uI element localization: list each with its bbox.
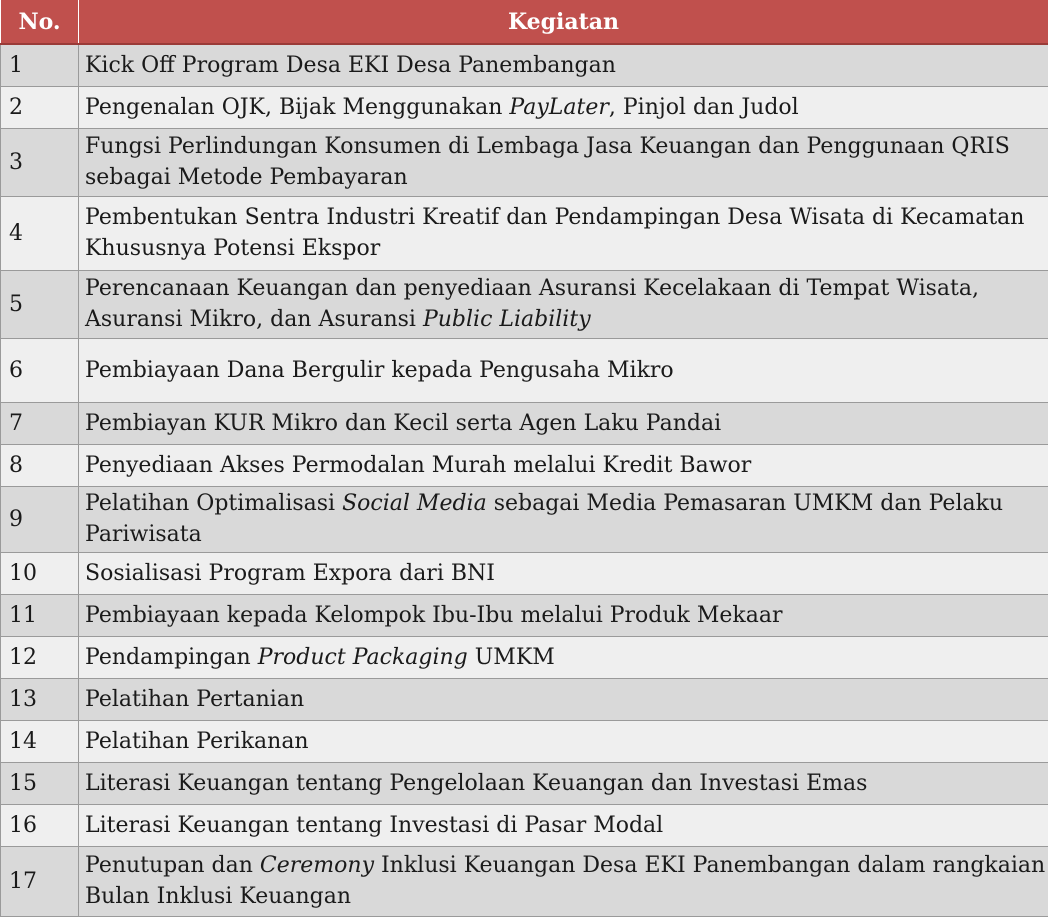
activity-text-italic: Social Media <box>342 491 487 516</box>
activity-cell <box>79 270 1048 338</box>
row-number: 6 <box>1 338 79 402</box>
activity-text: Kick Off Program Desa EKI Desa Panembangan <box>85 52 616 78</box>
activity-cell <box>79 720 1048 762</box>
activity-text: , Pinjol dan Judol <box>608 94 799 120</box>
table-row <box>1 402 1048 444</box>
table-row <box>1 678 1048 720</box>
row-number: 17 <box>1 846 79 916</box>
table-row <box>1 44 1048 86</box>
row-number: 15 <box>1 762 79 804</box>
row-number: 5 <box>1 270 79 338</box>
row-number: 4 <box>1 196 79 270</box>
activity-cell <box>79 678 1048 720</box>
activity-text: Literasi Keuangan tentang Investasi di Pasar Modal <box>85 812 664 838</box>
activity-text-italic: Product Packaging <box>257 644 468 670</box>
header-no: No. <box>1 0 79 44</box>
activity-text: Fungsi Perlindungan Konsumen di Lembaga Jasa Keuangan dan Penggunaan QRIS sebagai Metode Pembayaran <box>85 134 1010 190</box>
activity-cell <box>79 444 1048 486</box>
activity-text: Pengenalan OJK, Bijak Menggunakan <box>85 94 510 120</box>
activity-cell <box>79 762 1048 804</box>
table-row <box>1 86 1048 128</box>
activity-text: Perencanaan Keuangan dan penyediaan Asuransi Kecelakaan di Tempat Wisata, Asuransi Mikro, dan Asuransi <box>85 276 979 332</box>
row-number: 2 <box>1 86 79 128</box>
activity-text: UMKM <box>467 644 555 670</box>
activity-text: Pelatihan Perikanan <box>85 728 309 754</box>
table-row <box>1 846 1048 916</box>
table-row <box>1 804 1048 846</box>
activity-text: Pembentukan Sentra Industri Kreatif dan Pendampingan Desa Wisata di Kecamatan Khususnya Potensi Ekspor <box>85 205 1025 261</box>
activity-text: Literasi Keuangan tentang Pengelolaan Keuangan dan Investasi Emas <box>85 770 868 796</box>
row-number: 8 <box>1 444 79 486</box>
activity-text: Pembiayaan Dana Bergulir kepada Pengusaha Mikro <box>85 357 674 383</box>
row-number: 12 <box>1 636 79 678</box>
table-row <box>1 594 1048 636</box>
activity-text: Pembiayan KUR Mikro dan Kecil serta Agen Laku Pandai <box>85 410 722 436</box>
activity-cell <box>79 196 1048 270</box>
activity-cell <box>79 128 1048 196</box>
activity-text: Sosialisasi Program Expora dari BNI <box>85 560 495 586</box>
table-row <box>1 720 1048 762</box>
table-row <box>1 196 1048 270</box>
row-number: 11 <box>1 594 79 636</box>
header-row <box>1 0 1048 44</box>
row-number: 13 <box>1 678 79 720</box>
activity-text: Pelatihan Optimalisasi <box>85 491 343 516</box>
activity-text-italic: PayLater <box>509 94 609 120</box>
activity-text: Pelatihan Pertanian <box>85 686 305 712</box>
header-kegiatan: Kegiatan <box>79 0 1048 44</box>
row-number: 14 <box>1 720 79 762</box>
row-number: 3 <box>1 128 79 196</box>
activity-cell <box>79 804 1048 846</box>
activity-cell <box>79 846 1048 916</box>
activity-cell <box>79 552 1048 594</box>
table-row <box>1 128 1048 196</box>
table-row <box>1 338 1048 402</box>
activity-cell <box>79 594 1048 636</box>
table-row <box>1 270 1048 338</box>
activity-cell <box>79 486 1048 552</box>
activity-text-italic: Ceremony <box>259 853 374 878</box>
activity-cell <box>79 44 1048 86</box>
row-number: 16 <box>1 804 79 846</box>
activity-cell <box>79 402 1048 444</box>
row-number: 10 <box>1 552 79 594</box>
activity-text: Inklusi Keuangan Desa EKI Panembangan dalam rangkaian Bulan Inklusi Keuangan <box>85 853 1046 909</box>
activity-text: Pendampingan <box>85 644 258 670</box>
activity-cell <box>79 338 1048 402</box>
row-number: 9 <box>1 486 79 552</box>
activity-text: Penyediaan Akses Permodalan Murah melalui Kredit Bawor <box>85 452 752 478</box>
activity-text-italic: Public Liability <box>422 307 591 332</box>
table-row <box>1 444 1048 486</box>
activity-cell <box>79 86 1048 128</box>
activity-text: Pembiayaan kepada Kelompok Ibu-Ibu melalui Produk Mekaar <box>85 602 783 628</box>
table-row <box>1 486 1048 552</box>
activity-text: sebagai Media Pemasaran UMKM dan Pelaku Pariwisata <box>85 491 1004 547</box>
table-row <box>1 762 1048 804</box>
activity-text: Penutupan dan <box>85 853 260 878</box>
activity-cell <box>79 636 1048 678</box>
row-number: 1 <box>1 44 79 86</box>
table-row <box>1 552 1048 594</box>
row-number: 7 <box>1 402 79 444</box>
table-row <box>1 636 1048 678</box>
